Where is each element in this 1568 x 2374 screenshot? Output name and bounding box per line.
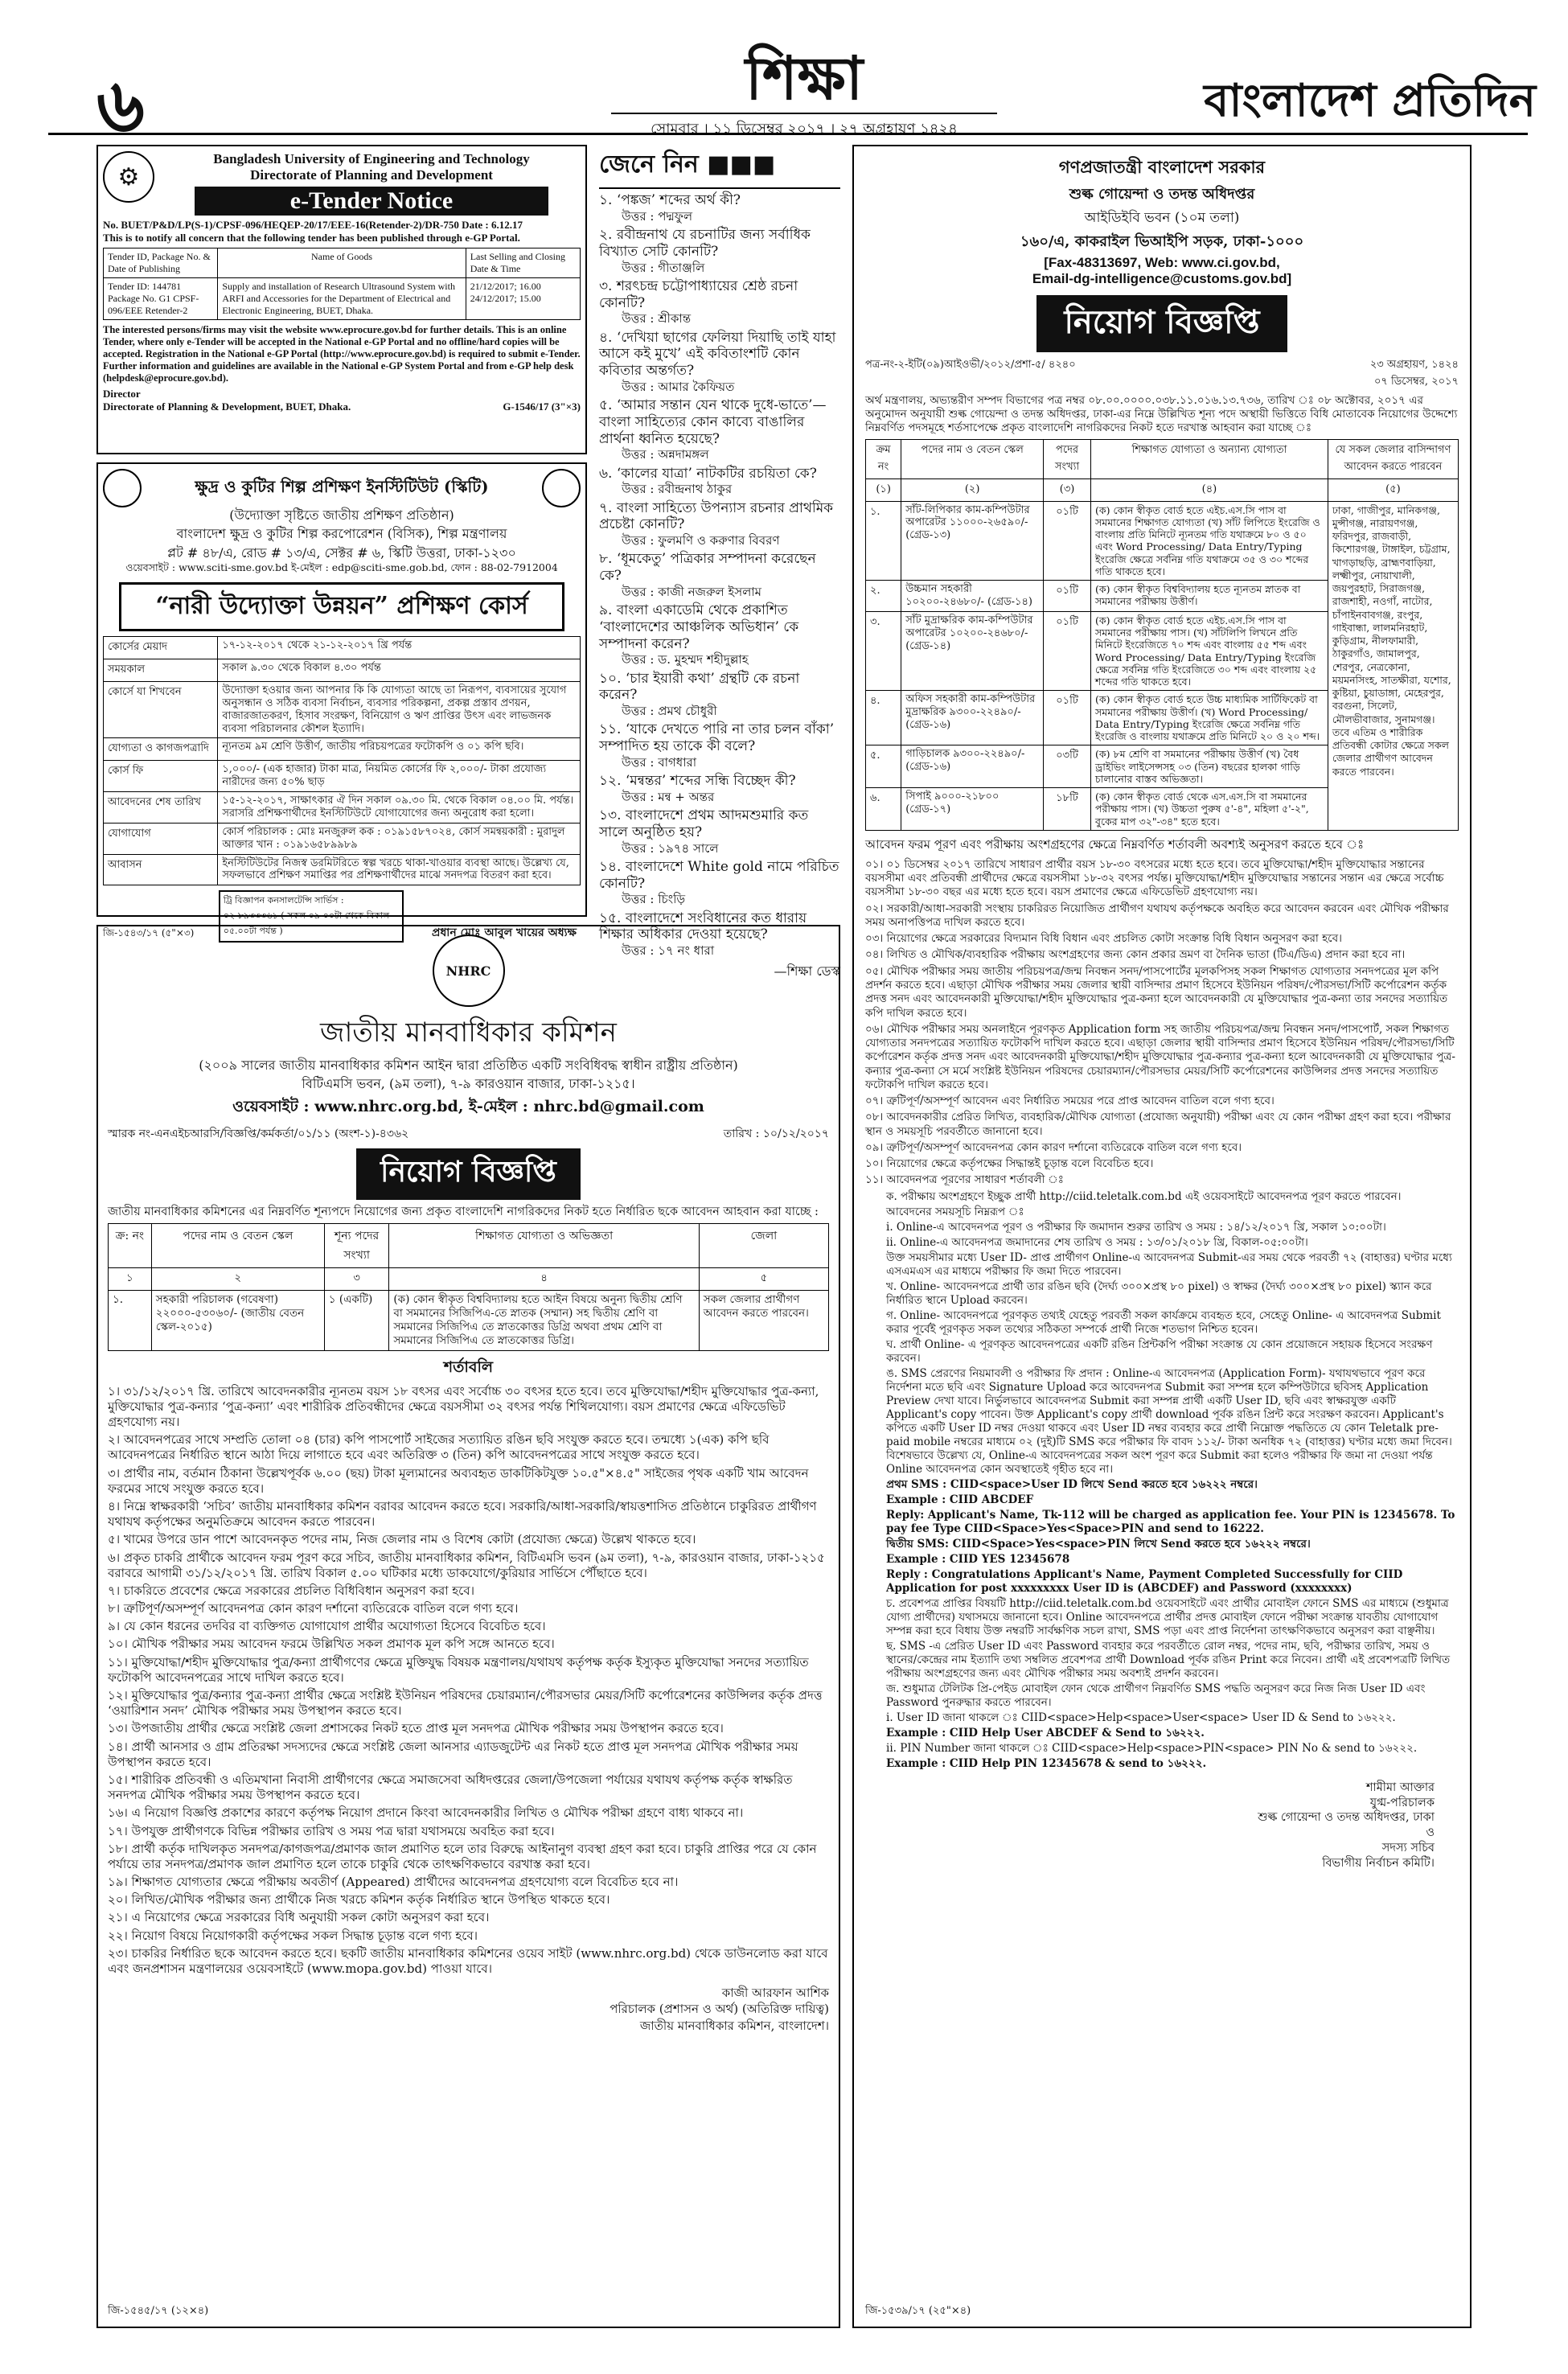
quiz-list [599, 192, 840, 958]
customs-row-post: সাঁট মুদ্রাক্ষরিক কাম-কম্পিউটার অপারেটর ১০২০০-২৪৬৮০/- (গ্রেড-১৪) [901, 611, 1044, 691]
nhrc-table-colnum: ২ [151, 1268, 324, 1291]
customs-row-qualification: (ক) কোন স্বীকৃত বোর্ড থেকে এস.এস.সি বা সমমানের পরীক্ষায় পাস। (খ) উচ্চতা পুরুষ ৫'-৪", মহিলা ৫'-২", বুকের মাপ ৩২"-৩৪" হতে হবে। [1091, 788, 1328, 831]
nhrc-table-cell: সকল জেলার প্রার্থীগণ আবেদন করতে পারবেন। [699, 1291, 828, 1351]
customs-online-instructions [865, 1190, 1459, 1771]
customs-intro: অর্থ মন্ত্রণালয়, অভ্যন্তরীণ সম্পদ বিভাগের পত্র নম্বর ০৮.০০.০০০০.০৩৮.১১.০১৬.১৩.৭৩৬, তারিখ ঃ ০৮ অক্টোবর, ২০১৭ এর অনুমোদন অনুযায়ী শুল্ক গোয়েন্দা ও তদন্ত অধিদপ্তর, ঢাকা-এর নিম্নে উল্লিখিত শূন্য পদে অস্থায়ী ভিত্তিতে বিধি মোতাবেক নিয়োগের উদ্দেশ্যে নিম্নবর্ণিত পদসমূহে শর্তসাপেক্ষে প্রকৃত বাংলাদেশি নাগরিকদের নিকট হতে দরখাস্ত আহবান করা যাচ্ছে ঃ [865, 394, 1458, 434]
quiz-question: ৯. বাংলা একাডেমি থেকে প্রকাশিত ‘বাংলাদেশের আঞ্চলিক অভিধান’ কে সম্পাদনা করেন? [599, 602, 799, 652]
tender-th-dates: Last Selling and Closing Date & Time [466, 248, 580, 278]
customs-table-colnum: (১) [866, 478, 901, 501]
sciti-row-label: আবেদনের শেষ তারিখ [104, 792, 218, 824]
quiz-answer: উত্তর : শ্রীকান্ত [622, 311, 692, 327]
quiz-credit: —শিক্ষা ডেস্ক [774, 963, 840, 980]
list-item: ১১। আবেদনপত্র পূরণের সাধারণ শর্তাবলী ঃ [865, 1173, 1064, 1187]
nhrc-table-header: ক্র: নং [109, 1224, 152, 1268]
tender-goods-cell: Supply and installation of Research Ultrasound System with ARFI and Accessories for the Department of Electrical and Electronic Engineering, BUET, Dhaka. [218, 278, 466, 320]
customs-row-qualification: (ক) কোন স্বীকৃত বোর্ড হতে এইচ.এস.সি পাস বা সমমানের শিক্ষাগত যোগ্যতা (খ) সাঁট লিপিতে ইংরেজি ও বাংলায় প্রতি মিনিটে ন্যূনতম গতি যথাক্রমে ৮০ ও ৫০ এবং Word Processing/ Data Entry/Typing ইংরেজি ক্ষেত্রে সর্বনিম্ন গতি যথাক্রমে ৩৫ ও ৩০ শব্দের গতি থাকতে হবে। [1091, 501, 1328, 581]
customs-memo: পত্র-নং-২-ইটি(০৯)আইওভী/২০১২/প্রশা-৫/ ৪২৪০ [865, 359, 1076, 371]
customs-signatory-and: ও [1426, 1826, 1435, 1840]
customs-signatory-office: শুল্ক গোয়েন্দা ও তদন্ত অধিদপ্তর, ঢাকা [1258, 1811, 1435, 1825]
nhrc-name: জাতীয় মানবাধিকার কমিশন [320, 1017, 617, 1049]
sciti-row-value: কোর্স পরিচালক : মোঃ মনজুরুল কক : ০১৯১৫৮৭০২৪, কোর্স সমন্বয়কারী : মুরাদুল আক্তার খান : ০১৯১৬৫৮৯৯৮৯ [218, 823, 581, 854]
sciti-web: ওয়েবসাইট : www.sciti-sme.gov.bd ই-মেইল : edp@sciti-sme.gob.bd, ফোন : 88-02-7912004 [125, 561, 558, 573]
customs-row-number: ৬. [866, 788, 901, 831]
page-number: ৬ [96, 63, 145, 149]
customs-table-colnum: (২) [901, 478, 1044, 501]
quiz-answer: উত্তর : কাজী নজরুল ইসলাম [622, 584, 761, 599]
instruction-line: উক্ত সময়সীমার মধ্যে User ID- প্রাপ্ত প্রার্থীগণ Online-এ আবেদনপত্র Submit-এর সময় থেকে পরবর্তী ৭২ (বাহাত্তর) ঘণ্টার মধ্যে এসএমএস এর মাধ্যমে পরীক্ষার ফি জমা দিতে পারবেন। [886, 1251, 1452, 1278]
customs-fax-web: [Fax-48313697, Web: www.ci.gov.bd, [1044, 255, 1280, 270]
sciti-row-label: আবাসন [104, 854, 218, 885]
list-item: ৮। ত্রুটিপূর্ণ/অসম্পূর্ণ আবেদনপত্র কোন কারণ দর্শানো ব্যতিরেকে বাতিল বলে গণ্য হবে। [108, 1601, 519, 1616]
table-row [104, 738, 581, 761]
list-item: ৬। প্রকৃত চাকরি প্রার্থীকে আবেদন ফরম পূরণ করে সচিব, জাতীয় মানবাধিকার কমিশন, বিটিএমসি ভবন (৯ম তলা), ৭-৯, কারওয়ান বাজার, ঢাকা-১২১৫ বরাবরে আগামী ৩১/১২/২০১৭ খ্রি. তারিখ বিকাল ৫.০০ ঘটিকার মধ্যে ডাকযোগে/কুরিয়ার সার্ভিসে পৌঁছাতে হবে। [108, 1550, 825, 1580]
quiz-question: ৭. বাংলা সাহিত্যে উপন্যাস রচনার প্রাথমিক প্রচেষ্টা কোনটি? [599, 499, 834, 533]
customs-row-number: ৫. [866, 745, 901, 788]
nhrc-conditions-list [108, 1384, 829, 1978]
customs-row-number: ৩. [866, 611, 901, 691]
quiz-answer: উত্তর : আমার কৈফিয়ত [622, 379, 735, 394]
tender-table [103, 248, 581, 320]
customs-row-count: ০৩টি [1044, 745, 1091, 788]
instruction-line: Reply: Applicant's Name, Tk-112 will be charged as application fee. Your PIN is 12345678. To pay fee Type CIID<Space>Yes<Space>PIN and send to 16222. [886, 1508, 1455, 1535]
sciti-row-label: কোর্সে যা শিখবেন [104, 682, 218, 738]
nhrc-table-header: জেলা [699, 1224, 828, 1268]
list-item: ২২। নিয়োগ বিষয়ে নিয়োগকারী কর্তৃপক্ষের সকল সিদ্ধান্ত চূড়ান্ত বলে গণ্য হবে। [108, 1928, 478, 1943]
list-item: ৫। খামের উপরে ডান পাশে আবেদনকৃত পদের নাম, নিজ জেলার নাম ও বিশেষ কোটা (প্রযোজ্য ক্ষেত্রে) উল্লেখ থাকতে হবে। [108, 1532, 696, 1547]
customs-row-number: ৪. [866, 691, 901, 745]
instruction-line: ii. PIN Number জানা থাকলে ঃ CIID<space>Help<space>PIN<space> PIN No & send to ১৬২২২. [886, 1741, 1418, 1755]
tender-id-cell: Tender ID: 144781 Package No. G1 CPSF-096/EEE Retender-2 [104, 278, 218, 320]
quiz-answer: উত্তর : ১৭ নং ধারা [622, 943, 715, 959]
customs-table-header: পদের নাম ও বেতন স্কেল [901, 439, 1044, 478]
quiz-answer: উত্তর : চিংড়ি [622, 892, 686, 907]
nhrc-signatory-title: পরিচালক (প্রশাসন ও অর্থ) (অতিরিক্ত দায়িত্ব) [610, 2002, 829, 2017]
nhrc-web: ওয়েবসাইট : www.nhrc.org.bd, ই-মেইল : nhrc.bd@gmail.com [232, 1098, 704, 1115]
nhrc-table-colnum: ১ [109, 1268, 152, 1291]
customs-row-count: ০১টি [1044, 501, 1091, 581]
customs-row-qualification: (ক) কোন স্বীকৃত বিশ্ববিদ্যালয় হতে ন্যূনতম স্নাতক বা সমমানের পরীক্ষায় উত্তীর্ণ। [1091, 581, 1328, 612]
quiz-question: ৮. ‘ধূমকেতু’ পত্রিকার সম্পাদনা করেছেন কে? [599, 551, 816, 585]
instruction-line: ঘ. প্রার্থী Online- এ পূরণকৃত আবেদনপত্রের একটি রঙিন প্রিন্টকপি পরীক্ষা সংক্রান্ত যে কোন প্রয়োজনে সহায়ক হিসেবে সংরক্ষণ করবেন। [886, 1337, 1433, 1365]
list-item: ২০। লিখিত/মৌখিক পরীক্ষার জন্য প্রার্থীকে নিজ খরচে কমিশন কর্তৃক নির্ধারিত স্থানে উপস্থিত থাকতে হবে। [108, 1892, 610, 1908]
customs-table-header: পদের সংখ্যা [1044, 439, 1091, 478]
nhrc-banner: নিয়োগ বিজ্ঞপ্তি [356, 1148, 581, 1200]
table-row [104, 854, 581, 885]
instruction-line: Example : CIID ABCDEF [886, 1493, 1034, 1506]
quiz-question: ১২. ‘মন্বন্তর’ শব্দের সন্ধি বিচ্ছেদ কী? [599, 773, 796, 790]
nhrc-sub: (২০০৯ সালের জাতীয় মানবাধিকার কমিশন আইন দ্বারা প্রতিষ্ঠিত একটি সংবিধিবদ্ধ স্বাধীন রাষ্ট্রীয় প্রতিষ্ঠান) [199, 1058, 738, 1073]
list-item: ০৮। আবেদনকারীর প্রেরিত লিখিত, ব্যবহারিক/মৌখিক যোগ্যতা (প্রযোজ্য অনুযায়ী) পরীক্ষা এবং যে কোন পরীক্ষা গ্রহণ করা হবে। পরীক্ষার স্থান ও সময়সূচি পরবর্তীতে জানানো হবে। [865, 1111, 1451, 1138]
sciti-name: ক্ষুদ্র ও কুটির শিল্প প্রশিক্ষণ ইনস্টিটিউট (স্কিটি) [195, 476, 489, 496]
customs-table-colnum: (৪) [1091, 478, 1328, 501]
list-item: ১১। মুক্তিযোদ্ধা/শহীদ মুক্তিযোদ্ধার পুত্র/কন্যা প্রার্থীগণের ক্ষেত্রে মুক্তিযুদ্ধ বিষয়ক মন্ত্রণালয়/যথাযথ কর্তৃপক্ষ কর্তৃক ইস্যুকৃত মুক্তিযোদ্ধা সনদের সত্যায়িত ফটোকপি আবেদনপত্রের সাথে দাখিল করতে হবে। [108, 1654, 809, 1685]
table-row [104, 823, 581, 854]
customs-table-header: ক্রম নং [866, 439, 901, 478]
quiz-question: ২. রবীন্দ্রনাথ যে রচনাটির জন্য সর্বাধিক বিখ্যাত সেটি কোনটি? [599, 227, 811, 260]
customs-signatory-role: সদস্য সচিব [1381, 1842, 1435, 1855]
customs-conditions-list [865, 858, 1459, 1188]
nhrc-logo: NHRC [433, 934, 505, 1007]
sciti-row-value: সকাল ৯.৩০ থেকে বিকাল ৪.৩০ পর্যন্ত [218, 659, 581, 682]
nhrc-table-colnum: ৫ [699, 1268, 828, 1291]
list-item: ০৫। মৌখিক পরীক্ষার সময় জাতীয় পরিচয়পত্র/জন্ম নিবন্ধন সনদ/পাসপোর্টের মূলকপিসহ সকল শিক্ষাগত যোগ্যতার সনদপত্রের মূল কপি প্রদর্শন করতে হবে। এছাড়া মৌখিক পরীক্ষার সময় জেলার স্থায়ী বাসিন্দার প্রমাণ হিসেবে ইউনিয়ন পরিষদ/পৌরসভা/সিটি কর্পোরেশন কর্তৃক প্রদত্ত সনদ এবং আবেদনকারী মুক্তিযোদ্ধা/শহীদ মুক্তিযোদ্ধার পুত্র-কন্যা হলে আবেদনকারী যে মুক্তিযোদ্ধার পুত্র-কন্যা তার সনদের সত্যায়িত কপি দাখিল করতে হবে। [865, 964, 1448, 1020]
instruction-line: ঙ. SMS প্রেরণের নিয়মাবলী ও পরীক্ষার ফি প্রদান : Online-এ আবেদনপত্র (Application Form)- যথাযথভাবে পূরণ করে নির্দেশনা মতে ছবি এবং Signature Upload করে আবেদনপত্র Submit করা সম্পন্ন হলে কম্পিউটারে ছবিসহ Application Preview দেখা যাবে। নির্ভুলভাবে আবেদনপত্র Submit করা সম্পন্ন প্রার্থী একটি User ID, ছবি এবং স্বাক্ষরযুক্ত একটি Applicant's copy পাবেন। উক্ত Applicant's copy প্রার্থী download পূর্বক রঙিন প্রিন্ট করে সংরক্ষণ করবেন। Applicant's কপিতে একটি User ID নম্বর দেওয়া থাকবে এবং User ID নম্বর ব্যবহার করে প্রার্থী নিম্নোক্ত পদ্ধতিতে যে কোন Teletalk pre-paid mobile নম্বরের মাধ্যমে ০২ (দুই)টি SMS করে পরীক্ষার ফি বাবদ ১১২/- টাকা অনধিক ৭২ (বাহাত্তর) ঘণ্টার মধ্যে জমা দিবেন। বিশেষভাবে উল্লেখ্য যে, Online-এ আবেদনপত্রের সকল অংশ পূরণ করে Submit করা হলেও পরীক্ষার ফি জমা না দেওয়া পর্যন্ত Online আবেদনপত্র কোন অবস্থাতেই গৃহীত হবে না। [886, 1366, 1452, 1476]
list-item: ২৩। চাকরির নির্ধারিত ছকে আবেদন করতে হবে। ছকটি জাতীয় মানবাধিকার কমিশনের ওয়েব সাইট (www.nhrc.org.bd) থেকে ডাউনলোড করা যাবে এবং জনপ্রশাসন মন্ত্রণালয়ের ওয়েবসাইটে (www.mopa.gov.bd) পাওয়া যাবে। [108, 1945, 828, 1976]
nhrc-conditions-title: শর্তাবলি [443, 1357, 494, 1376]
list-item: ২১। এ নিয়োগের ক্ষেত্রে সরকারের বিধি অনুযায়ী সকল কোটা অনুসরণ করা হবে। [108, 1910, 490, 1925]
quiz-question: ৫. ‘আমার সন্তান যেন থাকে দুধে-ভাতে’—বাংলা সাহিত্যের কোন কাব্যে বাঙালির প্রার্থনা ধ্বনিত হয়েছে? [599, 397, 827, 447]
header-divider [48, 133, 1528, 135]
tender-th-id: Tender ID, Package No. & Date of Publishing [104, 248, 218, 278]
quiz-answer: উত্তর : রবীন্দ্রনাথ ঠাকুর [622, 482, 733, 497]
nhrc-table-cell: ১. [109, 1291, 152, 1351]
list-item: ৩। প্রার্থীর নাম, বর্তমান ঠিকানা উল্লেখপূর্বক ৬.০০ (ছয়) টাকা মূল্যমানের অব্যবহৃত ডাকটিকিটযুক্ত ১০.৫"×৪.৫" সাইজের পৃথক একটি খাম আবেদন ফরমের সাথে সংযুক্ত করতে হবে। [108, 1465, 809, 1496]
list-item: ৯। যে কোন ধরনের তদবির বা ব্যক্তিগত যোগাযোগ প্রার্থীর অযোগ্যতা হিসেবে বিবেচিত হবে। [108, 1619, 546, 1634]
tender-body: The interested persons/firms may visit the website www.eprocure.gov.bd for further details. This is an online Tender, where only e-Tender will be accepted in the National e-GP Portal and no offline/hard copies will be accepted. Registration in the National e-GP Portal (http://www.eprocure.gov.bd) is required to submit e-Tender. Further information and guidelines are available in the National e-GP System Portal and from e-GP help desk (helpdesk@eprocure.gov.bd). [103, 324, 581, 384]
tender-dates-cell: 21/12/2017; 16.00 24/12/2017; 15.00 [466, 278, 580, 320]
quiz-answer: উত্তর : প্রমথ চৌধুরী [622, 704, 717, 719]
sciti-row-label: কোর্সের মেয়াদ [104, 637, 218, 659]
table-row [104, 659, 581, 682]
quiz-answer: উত্তর : অন্নদামঙ্গল [622, 447, 709, 462]
nhrc-intro: জাতীয় মানবাধিকার কমিশনের এর নিম্নবর্ণিত শূন্যপদে নিয়োগের জন্য প্রকৃত বাংলাদেশি নাগরিকদের নিকট হতে নির্ধারিত ছকে আবেদন আহবান করা যাচ্ছে : [108, 1205, 819, 1218]
quiz-question: ১০. ‘চার ইয়ারী কথা’ গ্রন্থটি কে রচনা করেন? [599, 670, 800, 704]
instruction-line: Example : CIID Help User ABCDEF & Send to ১৬২২২. [886, 1726, 1205, 1739]
customs-date-bangla: ২৩ অগ্রহায়ণ, ১৪২৪ [1369, 359, 1459, 371]
sciti-row-label: সময়কাল [104, 659, 218, 682]
sciti-sub2: বাংলাদেশ ক্ষুদ্র ও কুটির শিল্প করপোরেশন (বিসিক), শিল্প মন্ত্রণালয় [176, 526, 507, 541]
quiz-title: জেনে নিন ■■■ [599, 145, 840, 189]
customs-row-number: ১. [866, 501, 901, 581]
gear-logo-icon: ⚙ [103, 151, 154, 203]
sciti-course-banner: “নারী উদ্যোক্তা উন্নয়ন” প্রশিক্ষণ কোর্স [119, 582, 564, 631]
tender-th-goods: Name of Goods [218, 248, 466, 278]
customs-table-colnum: (৫) [1328, 478, 1458, 501]
quiz-question: ১৩. বাংলাদেশে প্রথম আদমশুমারি কত সালে অনুষ্ঠিত হয়? [599, 807, 809, 840]
customs-row-count: ১৮টি [1044, 788, 1091, 831]
instruction-line: আবেদনের সময়সূচি নিম্নরূপ ঃ [886, 1205, 1024, 1218]
customs-eligible-districts: ঢাকা, গাজীপুর, মানিকগঞ্জ, মুন্সীগঞ্জ, নারায়ণগঞ্জ, ফরিদপুর, রাজবাড়ী, কিশোরগঞ্জ, টাঙ্গাইল, চট্টগ্রাম, খাগড়াছড়ি, ব্রাহ্মণবাড়িয়া, লক্ষ্মীপুর, নোয়াখালী, জয়পুরহাট, সিরাজগঞ্জ, রাজশাহী, নওগাঁ, নাটোর, চাঁপাইনবাবগঞ্জ, রংপুর, গাইবান্ধা, লালমনিরহাট, কুড়িগ্রাম, নীলফামারী, ঠাকুরগাঁও, জামালপুর, শেরপুর, নেত্রকোনা, ময়মনসিংহ, সাতক্ষীরা, যশোর, কুষ্টিয়া, চুয়াডাঙ্গা, মেহেরপুর, বরগুনা, সিলেট, মৌলভীবাজার, সুনামগঞ্জ। তবে এতিম ও শারীরিক প্রতিবন্ধী কোটার ক্ষেত্রে সকল জেলার প্রার্থীগণ আবেদন করতে পারবেন। [1328, 501, 1458, 830]
customs-conditions-head: আবেদন ফরম পূরণ এবং পরীক্ষায় অংশগ্রহণের ক্ষেত্রে নিম্নবর্ণিত শর্তাবলী অবশ্যই অনুসরণ করতে হবে ঃ [865, 836, 1365, 852]
sciti-row-label: কোর্স ফি [104, 761, 218, 792]
nhrc-table-header: পদের নাম ও বেতন স্কেল [151, 1224, 324, 1268]
quiz-answer: উত্তর : বাগধারা [622, 754, 697, 770]
nhrc-memo: স্মারক নং-এনএইচআরসি/বিজ্ঞপ্তি/কর্মকর্তা/০১/১১ (অংশ-১)-৪৩৬২ [108, 1127, 409, 1140]
quiz-answer: উত্তর : ১৯৭৪ সালে [622, 840, 719, 856]
nhrc-table-colnum: ৪ [389, 1268, 699, 1291]
quiz-answer: উত্তর : পদ্মফুল [622, 208, 693, 224]
nhrc-table-cell: সহকারী পরিচালক (গবেষণা) ২২০০০-৫৩০৬০/- (জাতীয় বেতন স্কেল-২০১৫) [151, 1291, 324, 1351]
nhrc-table-cell: ১ (একটি) [324, 1291, 389, 1351]
sciti-row-value: ১,০০০/- (এক হাজার) টাকা মাত্র, নিয়মিত কোর্সের ফি ২,০০০/- টাকা প্রযোজ্য নারীদের জন্য ৫০% ছাড় [218, 761, 581, 792]
sciti-sub1: (উদ্যোক্তা সৃষ্টিতে জাতীয় প্রশিক্ষণ প্রতিষ্ঠান) [229, 507, 454, 523]
list-item: ০৬। মৌখিক পরীক্ষার সময় অনলাইনে পূরণকৃত Application form সহ জাতীয় পরিচয়পত্র/জন্ম নিবন্ধন সনদ/পাসপোর্ট, সকল শিক্ষাগত যোগ্যতার সনদপত্রের সত্যায়িত ফটোকপি দাখিল করতে হবে। এছাড়া জেলার স্থায়ী বাসিন্দার প্রমাণ হিসেবে ইউনিয়ন পরিষদ/পৌরসভা/সিটি কর্পোরেশন কর্তৃক প্রদত্ত সনদ এবং আবেদনকারী মুক্তিযোদ্ধা/শহীদ মুক্তিযোদ্ধার পুত্র-কন্যার পুত্র-কন্যা হলে আবেদনকারী যে মুক্তিযোদ্ধার পুত্র-কন্যার পুত্র-কন্যা সে মর্মে সংশ্লিষ্ট ইউনিয়ন পরিষদের চেয়ারম্যান/পৌরসভার মেয়র/সিটি কর্পোরেশনের কাউন্সিলর প্রদত্ত সনদের সত্যায়িত ফটোকপি দাখিল করতে হবে। [865, 1022, 1455, 1091]
customs-signatory-title: যুগ্ম-পরিচালক [1369, 1796, 1435, 1809]
customs-post-table [865, 439, 1459, 831]
instruction-line: ক. পরীক্ষায় অংশগ্রহণে ইচ্ছুক প্রার্থী http://ciid.teletalk.com.bd এই ওয়েবসাইটে আবেদনপত্র পূরণ করতে পারবেন। [886, 1189, 1402, 1203]
sciti-row-value: ইনস্টিটিউটের নিজস্ব ডরমিটরিতে স্বল্প খরচে থাকা-খাওয়ার ব্যবস্থা আছে। উল্লেখ্য যে, সফলভাবে প্রশিক্ষণ সমাপ্তির পর প্রশিক্ষণার্থীদের মাঝে সনদপত্র বিতরণ করা হবে। [218, 854, 581, 885]
customs-row-post: অফিস সহকারী কাম-কম্পিউটার মুদ্রাক্ষরিক ৯৩০০-২২৪৯০/- (গ্রেড-১৬) [901, 691, 1044, 745]
customs-row-count: ০১টি [1044, 581, 1091, 612]
sciti-row-label: যোগ্যতা ও কাগজপত্রাদি [104, 738, 218, 761]
instruction-line: Reply : Congratulations Applicant's Name, Payment Completed Successfully for CIID Application for post xxxxxxxxx User ID is (ABCDEF) and Password (xxxxxxxx) [886, 1567, 1403, 1595]
customs-row-post: সাঁট-লিপিকার কাম-কম্পিউটার অপারেটর ১১০০০-২৬৫৯০/- (গ্রেড-১৩) [901, 501, 1044, 581]
quiz-answer: উত্তর : ড. মুহম্মদ শহীদুল্লাহ [622, 652, 749, 667]
customs-row-post: গাড়িচালক ৯৩০০-২২৪৯০/- (গ্রেড-১৬) [901, 745, 1044, 788]
sciti-row-value: ১৫-১২-২০১৭, সাক্ষাৎকার ঐ দিন সকাল ০৯.৩০ মি. থেকে বিকাল ০৪.০০ মি. পর্যন্ত। সরাসরি প্রশিক্ষণার্থীদের ইনস্টিটিউটে যোগাযোগের জন্য অনুরোধ করা হলো। [218, 792, 581, 824]
customs-row-qualification: (ক) কোন স্বীকৃত বোর্ড হতে এইচ.এস.সি পাস বা সমমানের পরীক্ষায় পাস। (খ) সাঁটলিপি লিখনে প্রতি মিনিটে ইংরেজিতে ৭০ শব্দ এবং বাংলায় ৫৫ শব্দ এবং Word Processing/ Data Entry/Typing ইংরেজি ক্ষেত্রে সর্বনিম্ন গতি ইংরেজিতে ৩০ শব্দ এবং বাংলায় ২৫ শব্দের গতি থাকতে হবে। [1091, 611, 1328, 691]
customs-table-header: শিক্ষাগত যোগ্যতা ও অন্যান্য যোগ্যতা [1091, 439, 1328, 478]
nhrc-table-header: শূন্য পদের সংখ্যা [324, 1224, 389, 1268]
customs-row-number: ২. [866, 581, 901, 612]
customs-row-post: সিপাই ৯০০০-২১৮০০ (গ্রেড-১৭) [901, 788, 1044, 831]
list-item: ৪। নিম্নে স্বাক্ষরকারী ‘সচিব’ জাতীয় মানবাধিকার কমিশন বরাবর আবেদন করতে হবে। সরকারি/আধা-সরকারি/স্বায়ত্তশাসিত প্রতিষ্ঠানে চাকুরিরত প্রার্থীগণ যথাযথ কর্তৃপক্ষের অনুমতিক্রমে আবেদন করতে পারবেন। [108, 1498, 817, 1530]
instruction-line: i. Online-এ আবেদনপত্র পূরণ ও পরীক্ষার ফি জমাদান শুরুর তারিখ ও সময় : ১৪/১২/২০১৭ খ্রি, সকাল ১০:০০টা। [886, 1220, 1386, 1234]
customs-ad-code: জি-১৫৩৯/১৭ (২৫"×৪) [865, 2305, 971, 2317]
quiz-question: ১৪. বাংলাদেশে White gold নামে পরিচিত কোনটি? [599, 858, 839, 892]
table-row [104, 792, 581, 824]
tender-ad-code: G-1546/17 (3"×3) [503, 400, 581, 413]
sciti-row-value: উদ্যোক্তা হওয়ার জন্য আপনার কি কি যোগ্যতা আছে তা নিরূপণ, ব্যবসায়ের সুযোগ অনুসন্ধান ও সঠিক ব্যবসা নির্বাচন, ব্যবসার পরিকল্পনা, প্রকল্প প্রস্তাব প্রণয়ন, বাজারজাতকরণ, হিসাব সংরক্ষণ, বিনিয়োগ ও ঋণ প্রাপ্তির উৎস এবং লাভজনক ব্যবসা পরিচালনার কৌশল ইত্যাদি। [218, 682, 581, 738]
customs-signatory-committee: বিভাগীয় নির্বাচন কমিটি। [1322, 1856, 1435, 1870]
nhrc-ad-code: জি-১৫৪৫/১৭ (১২×৪) [108, 2305, 209, 2317]
customs-banner: নিয়োগ বিজ্ঞপ্তি [1036, 295, 1287, 352]
list-item: ০৩। নিয়োগের ক্ষেত্রে সরকারের বিদ্যমান বিধি বিধান এবং প্রচলিত কোটা সংক্রান্ত বিধি বিধান অনুসরণ করা হবে। [865, 932, 1342, 946]
customs-building: আইডিইবি ভবন (১০ম তলা) [1084, 210, 1240, 226]
tender-ref: No. BUET/P&D/LP(S-1)/CPSF-096/HEQEP-20/17/EEE-16(Retender-2)/DR-750 Date : 6.12.17 [103, 219, 523, 231]
buet-dept: Directorate of Planning and Development [250, 167, 493, 183]
quiz-question: ১. ‘পঙ্কজ’ শব্দের অর্থ কী? [599, 192, 741, 208]
sciti-course-table [103, 636, 581, 885]
customs-table-header: যে সকল জেলার বাসিন্দাগণ আবেদন করতে পারবেন [1328, 439, 1458, 478]
quiz-question: ৪. ‘দেখিয়া ছাগের ফেলিয়া দিয়াছি তাই যাহা আসে কই মুখে’ এই কবিতাংশটি কোন কবিতার অন্তর্গত? [599, 329, 836, 380]
list-item: ১৩। উপজাতীয় প্রার্থীর ক্ষেত্রে সংশ্লিষ্ট জেলা প্রশাসকের নিকট হতে প্রাপ্ত মূল সনদপত্র মৌখিক পরীক্ষার সময় উপস্থাপন করতে হবে। [108, 1721, 724, 1736]
instruction-line: ছ. SMS -এ প্রেরিত User ID এবং Password ব্যবহার করে পরবর্তীতে রোল নম্বর, পদের নাম, ছবি, পরীক্ষার তারিখ, সময় ও স্থানের/কেন্দ্রের নাম ইত্যাদি তথ্য সম্বলিত প্রবেশপত্র প্রার্থী Download পূর্বক রঙিন Print করে নিবেন। প্রার্থী এই প্রবেশপত্রটি লিখিত পরীক্ষায় অংশগ্রহণের জন্য এবং মৌখিক পরীক্ষার সময় অবশ্যই প্রদর্শন করবেন। [886, 1639, 1451, 1680]
list-item: ১৬। এ নিয়োগ বিজ্ঞপ্তি প্রকাশের কারণে কর্তৃপক্ষ নিয়োগ প্রদানে কিংবা আবেদনকারীর লিখিত ও মৌখিক পরীক্ষা গ্রহণে বাধ্য থাকবে না। [108, 1805, 744, 1821]
quiz-question: ৩. শরৎচন্দ্র চট্টোপাধ্যায়ের শ্রেষ্ঠ রচনা কোনটি? [599, 277, 798, 311]
list-item: ১০। নিয়োগের ক্ষেত্রে কর্তৃপক্ষের সিদ্ধান্তই চূড়ান্ত বলে বিবেচিত হবে। [865, 1157, 1154, 1171]
table-row [104, 682, 581, 738]
instruction-line: Example : CIID Help PIN 12345678 & send to ১৬২২২. [886, 1756, 1207, 1770]
list-item: ১। ৩১/১২/২০১৭ খ্রি. তারিখে আবেদনকারীর ন্যূনতম বয়স ১৮ বৎসর এবং সর্বোচ্চ ৩০ বৎসর হতে হবে। তবে মুক্তিযোদ্ধা/শহীদ মুক্তিযোদ্ধার পুত্র-কন্যা, মুক্তিযোদ্ধার পুত্র-কন্যার ‘পুত্র-কন্যা’ এবং শারীরিক প্রতিবন্ধীদের ক্ষেত্রে বয়সসীমা ৩২ বৎসর পর্যন্ত শিথিলযোগ্য। বয়স প্রমাণের ক্ষেত্রে এফিডেভিট গ্রহণযোগ্য নয়। [108, 1383, 819, 1429]
nhrc-signatory: কাজী আরফান আশিক [721, 1986, 829, 2001]
list-item: ০১। ০১ ডিসেম্বর ২০১৭ তারিখে সাধারণ প্রার্থীর বয়স ১৮-৩০ বৎসরের মধ্যে হতে হবে। তবে মুক্তিযোদ্ধা/শহীদ মুক্তিযোদ্ধার সন্তানের বয়সসীমা এবং প্রতিবন্ধী প্রার্থীদের ক্ষেত্রে বয়সসীমা ১৮-৩২ বৎসর পর্যন্ত। মুক্তিযোদ্ধা/শহীদ মুক্তিযোদ্ধার সন্তানের সন্তান এর ক্ষেত্রে সর্বোচ্চ বয়সসীমা ১৮-৩০ বছর এর মধ্যে হতে হবে। বয়স প্রমাণের ক্ষেত্রে এফিডেভিট গ্রহণযোগ্য নয়। [865, 857, 1444, 899]
list-item: ১৫। শারীরিক প্রতিবন্ধী ও এতিমখানা নিবাসী প্রার্থীগণের ক্ষেত্রে সমাজসেবা অধিদপ্তরের জেলা/উপজেলা পর্যায়ের যথাযথ কর্তৃপক্ষ কর্তৃক স্বাক্ষরিত সনদপত্র মৌখিক পরীক্ষার সময় উপস্থাপন করতে হবে। [108, 1772, 793, 1803]
customs-signatory: শামীমা আক্তার [1365, 1780, 1435, 1794]
nhrc-table-cell: (ক) কোন স্বীকৃত বিশ্ববিদ্যালয় হতে আইন বিষয়ে অনুন্য দ্বিতীয় শ্রেণি বা সমমানের সিজিপিএ-তে স্নাতক (সম্মান) সহ দ্বিতীয় শ্রেণি বা সমমানের সিজিপিএ তে স্নাতকোত্তর ডিগ্রি অথবা প্রথম শ্রেণি বা সমমানের সিজিপিএ তে স্নাতকোত্তর ডিগ্রি। [389, 1291, 699, 1351]
customs-address: ১৬০/এ, কাকরাইল ভিআইপি সড়ক, ঢাকা-১০০০ [1020, 233, 1304, 250]
nhrc-recruitment-ad [96, 925, 840, 2328]
tender-sign-title: Director [103, 388, 141, 400]
list-item: ০৯। ত্রুটিপূর্ণ/অসম্পূর্ণ আবেদনপত্র কোন কারণ দর্শানো ব্যতিরেকে বাতিল বলে গণ্য হবে। [865, 1140, 1242, 1154]
list-item: ১৯। শিক্ষাগত যোগ্যতার ক্ষেত্রে পরীক্ষায় অবতীর্ণ (Appeared) প্রার্থীদের আবেদনপত্র গ্রহণযোগ্য বলে বিবেচিত হবে না। [108, 1875, 679, 1890]
newspaper-brand: বাংলাদেশ প্রতিদিন [1204, 75, 1536, 127]
newspaper-section-title: শিক্ষা [745, 44, 864, 113]
table-row [866, 501, 1459, 581]
quiz-question: ১১. ‘যাকে দেখতে পারি না তার চলন বাঁকা’ সম্পাদিত হয় তাকে কী বলে? [599, 721, 835, 755]
instruction-line: জ. শুধুমাত্র টেলিটক প্রি-পেইড মোবাইল ফোন থেকে প্রার্থীগণ নিম্নবর্ণিত SMS পদ্ধতি অনুসরণ করে নিজ নিজ User ID এবং Password পুনরুদ্ধার করতে পারবেন। [886, 1682, 1426, 1709]
sciti-signature: প্রধান মোঃ আবুল খায়ের অধ্যক্ষ [432, 926, 577, 940]
customs-date-english: ০৭ ডিসেম্বর, ২০১৭ [1373, 376, 1459, 388]
nhrc-table-header: শিক্ষাগত যোগ্যতা ও অভিজ্ঞতা [389, 1224, 699, 1268]
instruction-line: দ্বিতীয় SMS: CIID<Space>Yes<space>PIN লিখে Send করতে হবে ১৬২২২ নম্বরে। [886, 1537, 1311, 1550]
customs-row-count: ০১টি [1044, 691, 1091, 745]
customs-row-qualification: (ক) কোন স্বীকৃত বোর্ড হতে উচ্চ মাধ্যমিক সার্টিফিকেট বা সমমানের পরীক্ষায় উত্তীর্ণ। (খ) Word Processing/ Data Entry/Typing ইংরেজি ক্ষেত্রে সর্বনিম্ন গতি ইংরেজি ও বাংলায় যথাক্রমে প্রতি মিনিটে ২০ ও ২০ শব্দ। [1091, 691, 1328, 745]
list-item: ১০। মৌখিক পরীক্ষার সময় আবেদন ফরমে উল্লিখিত সকল প্রমাণক মূল কপি সঙ্গে আনতে হবে। [108, 1637, 555, 1652]
bscic-logo-icon [542, 469, 581, 507]
customs-gov: গণপ্রজাতন্ত্রী বাংলাদেশ সরকার [1058, 157, 1266, 177]
nhrc-signatory-office: জাতীয় মানবাধিকার কমিশন, বাংলাদেশ। [639, 2018, 829, 2033]
quiz-question: ১৫. বাংলাদেশে সংবিধানের কত ধারায় শিক্ষার অধিকার দেওয়া হয়েছে? [599, 910, 807, 943]
list-item: ০৪। লিখিত ও মৌখিক/ব্যবহারিক পরীক্ষায় অংশগ্রহণের জন্য কোন প্রকার ভ্রমণ বা দৈনিক ভাতা (টিএ/ডিএ) প্রদান করা হবে না। [865, 948, 1406, 962]
list-item: ৭। চাকরিতে প্রবেশের ক্ষেত্রে সরকারের প্রচলিত বিধিবিধান অনুসরণ করা হবে। [108, 1583, 474, 1598]
sciti-logo-icon [103, 469, 142, 507]
instruction-line: খ. Online- আবেদনপত্রে প্রার্থী তার রঙিন ছবি (দৈর্ঘ্য ৩০০×প্রস্থ ৮০ pixel) ও স্বাক্ষর (দৈর্ঘ্য ৩০০×প্রস্থ ৮০ pixel) স্ক্যান করে নির্ধারিত স্থানে Upload করবেন। [886, 1279, 1432, 1307]
list-item: ১৭। উপযুক্ত প্রার্থীগণকে বিভিন্ন পরীক্ষার তারিখ ও সময় পত্র দ্বারা যথাসময়ে অবহিত করা হবে। [108, 1823, 555, 1838]
instruction-line: প্রথম SMS : CIID<space>User ID লিখে Send করতে হবে ১৬২২২ নম্বরে। [886, 1477, 1258, 1491]
table-row [104, 761, 581, 792]
tender-intro: This is to notify all concern that the following tender has been published through e-GP Portal. [103, 232, 520, 244]
quiz-answer: উত্তর : মন্ব + অন্তর [622, 789, 715, 804]
list-item: ১২। মুক্তিযোদ্ধার পুত্র/কন্যার পুত্র-কন্যা প্রার্থীর ক্ষেত্রে সংশ্লিষ্ট ইউনিয়ন পরিষদের চেয়ারম্যান/পৌরসভার মেয়র/সিটি কর্পোরেশনের কাউন্সিলর কর্তৃক প্রদত্ত ‘ওয়ারিশান সনদ’ মৌখিক পরীক্ষার সময় উপস্থাপন করতে হবে। [108, 1688, 823, 1719]
customs-row-count: ০১টি [1044, 611, 1091, 691]
quiz-column [599, 145, 840, 980]
sciti-address: প্লট # ৪৮/এ, রোড # ১৩/এ, সেক্টর # ৬, স্কিটি উত্তরা, ঢাকা-১২৩০ [167, 545, 516, 561]
quiz-answer: উত্তর : গীতাঞ্জলি [622, 260, 705, 275]
customs-recruitment-ad [852, 145, 1472, 2328]
sciti-row-label: যোগাযোগ [104, 823, 218, 854]
customs-email: Email-dg-intelligence@customs.gov.bd] [1032, 271, 1292, 286]
list-item: ০২। সরকারী/আধা-সরকারী সংস্থায় চাকরিরত নিয়োজিত প্রার্থীগণ যথাযথ কর্তৃপক্ষকে অবহিত করে আবেদন করবেন এবং মৌখিক পরীক্ষার সময় অনাপত্তিপত্র দাখিল করতে হবে। [865, 902, 1449, 929]
customs-row-post: উচ্চমান সহকারী ১০২০০-২৪৬৮০/- (গ্রেড-১৪) [901, 581, 1044, 612]
quiz-question: ৬. ‘কালের যাত্রা’ নাটকটির রচয়িতা কে? [599, 465, 817, 482]
customs-dept: শুল্ক গোয়েন্দা ও তদন্ত অধিদপ্তর [1069, 186, 1255, 203]
tender-sign-office: Directorate of Planning & Development, BUET, Dhaka. [103, 400, 351, 413]
instruction-line: চ. প্রবেশপত্র প্রাপ্তির বিষয়টি http://ciid.teletalk.com.bd ওয়েবসাইটে এবং প্রার্থীর মোবাইল ফোনে SMS এর মাধ্যমে (শুধুমাত্র যোগ্য প্রার্থীদের) যথাসময়ে জানানো হবে। Online আবেদনপত্রে প্রার্থীর প্রদত্ত মোবাইল ফোনে পরীক্ষা সংক্রান্ত যাবতীয় যোগাযোগ সম্পন্ন করা হবে বিধায় উক্ত নম্বরটি সার্বক্ষণিক সচল রাখা, SMS পড়া এবং প্রাপ্ত নির্দেশনা তাৎক্ষণিকভাবে অনুসরণ করা বাঞ্ছনীয়। [886, 1596, 1449, 1637]
nhrc-post-table [108, 1223, 829, 1351]
instruction-line: Example : CIID YES 12345678 [886, 1552, 1070, 1566]
nhrc-address: বিটিএমসি ভবন, (৯ম তলা), ৭-৯ কারওয়ান বাজার, ঢাকা-১২১৫। [302, 1076, 635, 1091]
sciti-training-ad [96, 462, 587, 940]
list-item: ০৭। ত্রুটিপূর্ণ/অসম্পূর্ণ আবেদন এবং নির্ধারিত সময়ের পরে প্রাপ্ত আবেদন বাতিল বলে গণ্য হবে। [865, 1095, 1275, 1108]
etender-banner: e-Tender Notice [195, 187, 548, 216]
customs-row-qualification: (ক) ৮ম শ্রেণি বা সমমানের পরীক্ষায় উত্তীর্ণ (খ) বৈধ ড্রাইভিং লাইসেন্সসহ ০৩ (তিন) বছরের হালকা গাড়ি চালানোর বাস্তব অভিজ্ঞতা। [1091, 745, 1328, 788]
nhrc-date: তারিখ : ১০/১২/২০১৭ [723, 1127, 829, 1140]
sciti-consultancy: ট্রি বিজ্ঞাপন কনসালটেন্সি সার্ভিস : ০২-৮৯৩৩৩৬১ ( সকল ০৯-০০টা থেকে বিকাল ০৫.০০টা পর্যন্ত ) [219, 890, 404, 943]
buet-etender-ad [96, 145, 587, 454]
instruction-line: i. User ID জানা থাকলে ঃ CIID<space>Help<space>User<space> User ID & Send to ১৬২২২. [886, 1711, 1396, 1724]
instruction-line: ii. Online-এ আবেদনপত্র জমাদানের শেষ তারিখ ও সময় : ১৩/০১/২০১৮ খ্রি, বিকাল-০৫:০০টা। [886, 1235, 1308, 1249]
nhrc-table-colnum: ৩ [324, 1268, 389, 1291]
list-item: ২। আবেদনপত্রের সাথে সম্প্রতি তোলা ০৪ (চার) কপি পাসপোর্ট সাইজের সত্যায়িত রঙিন ছবি সংযুক্ত করতে হবে। তন্মধ্যে ১(এক) কপি ছবি আবেদনপত্রের নির্ধারিত স্থানে আঠা দিয়ে লাগাতে হবে এবং অতিরিক্ত ৩ (তিন) কপি আবেদনপত্রের সাথে সংযুক্ত করতে হবে। [108, 1432, 770, 1463]
date-line: সোমবার । ১১ ডিসেম্বর ২০১৭ । ২৭ অগ্রহায়ণ ১৪২৪ [611, 113, 997, 142]
sciti-ad-code: জি-১৫৪৩/১৭ (৫"×৩) [103, 927, 195, 939]
table-row [104, 637, 581, 659]
quiz-answer: উত্তর : ফুলমণি ও করুণার বিবরণ [622, 533, 780, 548]
instruction-line: গ. Online- আবেদনপত্রে পূরণকৃত তথ্যই যেহেতু পরবর্তী সকল কার্যক্রমে ব্যবহৃত হবে, সেহেতু Online- এ আবেদনপত্র Submit করার পূর্বেই পূরণকৃত সকল তথ্যের সঠিকতা সম্পর্কে প্রার্থী নিজে শতভাগ নিশ্চিত হবেন। [886, 1308, 1441, 1336]
list-item: ১৪। প্রার্থী আনসার ও গ্রাম প্রতিরক্ষা সদস্যদের ক্ষেত্রে সংশ্লিষ্ট জেলা আনসার এ্যাডজুটেন্ট এর নিকট হতে প্রাপ্ত মূল সনদপত্র মৌখিক পরীক্ষার সময় উপস্থাপন করতে হবে। [108, 1739, 798, 1769]
list-item: ১৮। প্রার্থী কর্তৃক দাখিলকৃত সনদপত্র/কাগজপত্র/প্রমাণক জাল প্রমাণিত হলে তার বিরুদ্ধে আইনানুগ ব্যবস্থা গ্রহণ করা হবে। চাকুরি প্রাপ্তির পরে যে কোন পর্যায়ে তার সনদপত্র/প্রমাণক জাল প্রমাণিত হলে তাকে চাকুরি থেকে তাৎক্ষণিকভাবে বরখাস্ত করা হবে। [108, 1841, 817, 1871]
customs-table-colnum: (৩) [1044, 478, 1091, 501]
buet-org: Bangladesh University of Engineering and Technology [213, 151, 530, 166]
sciti-row-value: ১৭-১২-২০১৭ থেকে ২১-১২-২০১৭ খ্রি পর্যন্ত [218, 637, 581, 659]
sciti-row-value: ন্যূনতম ৯ম শ্রেণি উত্তীর্ণ, জাতীয় পরিচয়পত্রের ফটোকপি ও ০১ কপি ছবি। [218, 738, 581, 761]
